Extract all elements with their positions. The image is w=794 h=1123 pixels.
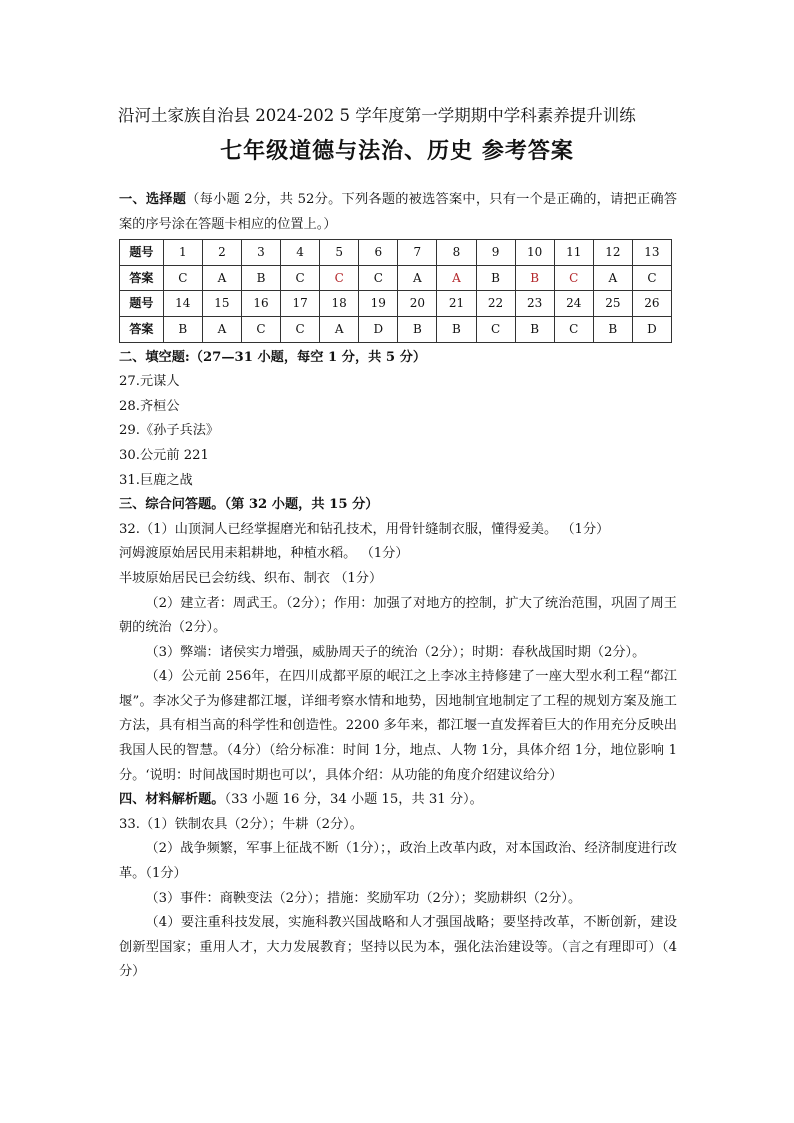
fill-answer-30: 30.公元前 221 [119, 447, 209, 463]
answer-cell: C [281, 316, 320, 342]
question-number-cell: 17 [281, 291, 320, 317]
fill-answer-28: 28.齐桓公 [119, 398, 180, 414]
question-number-cell: 10 [515, 240, 554, 266]
row-header-question: 题号 [120, 291, 164, 317]
question-number-row [120, 240, 672, 266]
question-number-cell: 21 [437, 291, 476, 317]
answer-cell: A [320, 316, 359, 342]
document-body [119, 188, 677, 985]
question-number-cell: 15 [202, 291, 241, 317]
question-number-cell: 2 [202, 240, 241, 266]
question-number-row [120, 291, 672, 317]
question-number-cell: 12 [593, 240, 632, 266]
question-number-cell: 23 [515, 291, 554, 317]
q33-part4: （4）要注重科技发展，实施科教兴国战略和人才强国战略；要坚持改革，不断创新，建设创新型国家；重用人才，大力发展教育；坚持以民为本，强化法治建设等。（言之有理即可）（4分） [119, 915, 677, 980]
question-number-cell: 13 [632, 240, 671, 266]
section4-heading: 四、材料解析题。 [119, 792, 225, 808]
answer-cell: B [515, 265, 554, 291]
q33-part2: （2）战争频繁，军事上征战不断（1分）；，政治上改革内政，对本国政治、经济制度进行改革。（1分） [119, 841, 677, 882]
question-number-cell: 25 [593, 291, 632, 317]
answer-table [119, 239, 672, 342]
question-number-cell: 26 [632, 291, 671, 317]
answer-cell: C [163, 265, 202, 291]
answer-cell: C [554, 265, 593, 291]
section1-intro [119, 188, 677, 237]
row-header-question: 题号 [120, 240, 164, 266]
answer-cell: B [398, 316, 437, 342]
row-header-answer: 答案 [120, 316, 164, 342]
question-number-cell: 11 [554, 240, 593, 266]
section3-heading: 三、综合问答题。（第 32 小题，共 15 分） [119, 497, 379, 513]
q32-part2: （2）建立者：周武王。（2分）；作用：加强了对地方的控制，扩大了统治范围，巩固了周王朝的统治（2分）。 [119, 595, 677, 636]
answer-cell: A [593, 265, 632, 291]
answer-cell: A [202, 265, 241, 291]
q32-part4: （4）公元前 256年，在四川成都平原的岷江之上李冰主持修建了一座大型水利工程“都江堰”。李冰父子为修建都江堰，详细考察水情和地势，因地制宜地制定了工程的规划方案及施工方法，具有相当高的科学性和创造性。2200 多年来，都江堰一直发挥着巨大的作用充分反映出我国人民的智慧。（4分）（给分标准：时间 1分，地点、人物 1分，具体介绍 1分，地位影响 1分。‘说明：时间战国时期也可以’，具体介绍：从功能的角度介绍建议给分） [119, 669, 677, 783]
q32-part1-b: 河姆渡原始居民用耒耜耕地，种植水稻。 （1分） [119, 546, 409, 562]
question-number-cell: 3 [241, 240, 280, 266]
section1-text: （每小题 2分，共 52分。下列各题的被选答案中，只有一个是正确的，请把正确答案的序号涂在答题卡相应的位置上。） [119, 192, 678, 232]
question-number-cell: 9 [476, 240, 515, 266]
question-number-cell: 16 [241, 291, 280, 317]
question-number-cell: 14 [163, 291, 202, 317]
answer-cell: B [241, 265, 280, 291]
answer-cell: B [593, 316, 632, 342]
question-number-cell: 5 [320, 240, 359, 266]
answer-row [120, 265, 672, 291]
answer-cell: B [163, 316, 202, 342]
question-number-cell: 6 [359, 240, 398, 266]
section4-heading-detail: （33 小题 16 分，34 小题 15，共 31 分）。 [224, 792, 483, 808]
answer-cell: C [359, 265, 398, 291]
q32-part1-c: 半坡原始居民已会纺线、织布、制衣 （1分） [119, 570, 383, 586]
question-number-cell: 1 [163, 240, 202, 266]
answer-cell: D [359, 316, 398, 342]
answer-row [120, 316, 672, 342]
answer-cell: B [437, 316, 476, 342]
answer-cell: C [241, 316, 280, 342]
answer-table-body [120, 240, 672, 342]
section2-heading: 二、填空题:（27—31 小题，每空 1 分，共 5 分） [119, 349, 427, 365]
question-number-cell: 20 [398, 291, 437, 317]
answer-cell: C [281, 265, 320, 291]
answer-cell: D [632, 316, 671, 342]
question-number-cell: 19 [359, 291, 398, 317]
answer-cell: C [476, 316, 515, 342]
question-number-cell: 22 [476, 291, 515, 317]
fill-answer-27: 27.元谋人 [119, 374, 180, 390]
fill-answer-31: 31.巨鹿之战 [119, 472, 193, 488]
fill-answer-29: 29.《孙子兵法》 [119, 423, 220, 439]
question-number-cell: 4 [281, 240, 320, 266]
answer-cell: B [515, 316, 554, 342]
question-number-cell: 18 [320, 291, 359, 317]
answer-cell: A [398, 265, 437, 291]
q33-part3: （3）事件：商鞅变法（2分）；措施：奖励军功（2分）；奖励耕织（2分）。 [145, 890, 582, 906]
q32-part1-a: 32.（1）山顶洞人已经掌握磨光和钻孔技术，用骨针缝制衣服，懂得爱美。 （1分） [119, 521, 610, 537]
answer-cell: C [320, 265, 359, 291]
question-number-cell: 7 [398, 240, 437, 266]
document-title: 七年级道德与法治、历史 参考答案 [220, 138, 574, 164]
section4-heading-line [119, 788, 677, 813]
document-subtitle: 沿河土家族自治县 2024-202 5 学年度第一学期期中学科素养提升训练 [118, 106, 636, 125]
row-header-answer: 答案 [120, 265, 164, 291]
question-number-cell: 8 [437, 240, 476, 266]
answer-cell: A [202, 316, 241, 342]
answer-cell: C [632, 265, 671, 291]
q32-part3: （3）弊端：诸侯实力增强，威胁周天子的统治（2分）；时期：春秋战国时期（2分）。 [145, 644, 646, 660]
answer-cell: B [476, 265, 515, 291]
q33-part1: 33.（1）铁制农具（2分）；牛耕（2分）。 [119, 816, 363, 832]
question-number-cell: 24 [554, 291, 593, 317]
answer-cell: C [554, 316, 593, 342]
section1-heading: 一、选择题 [119, 192, 187, 207]
answer-cell: A [437, 265, 476, 291]
